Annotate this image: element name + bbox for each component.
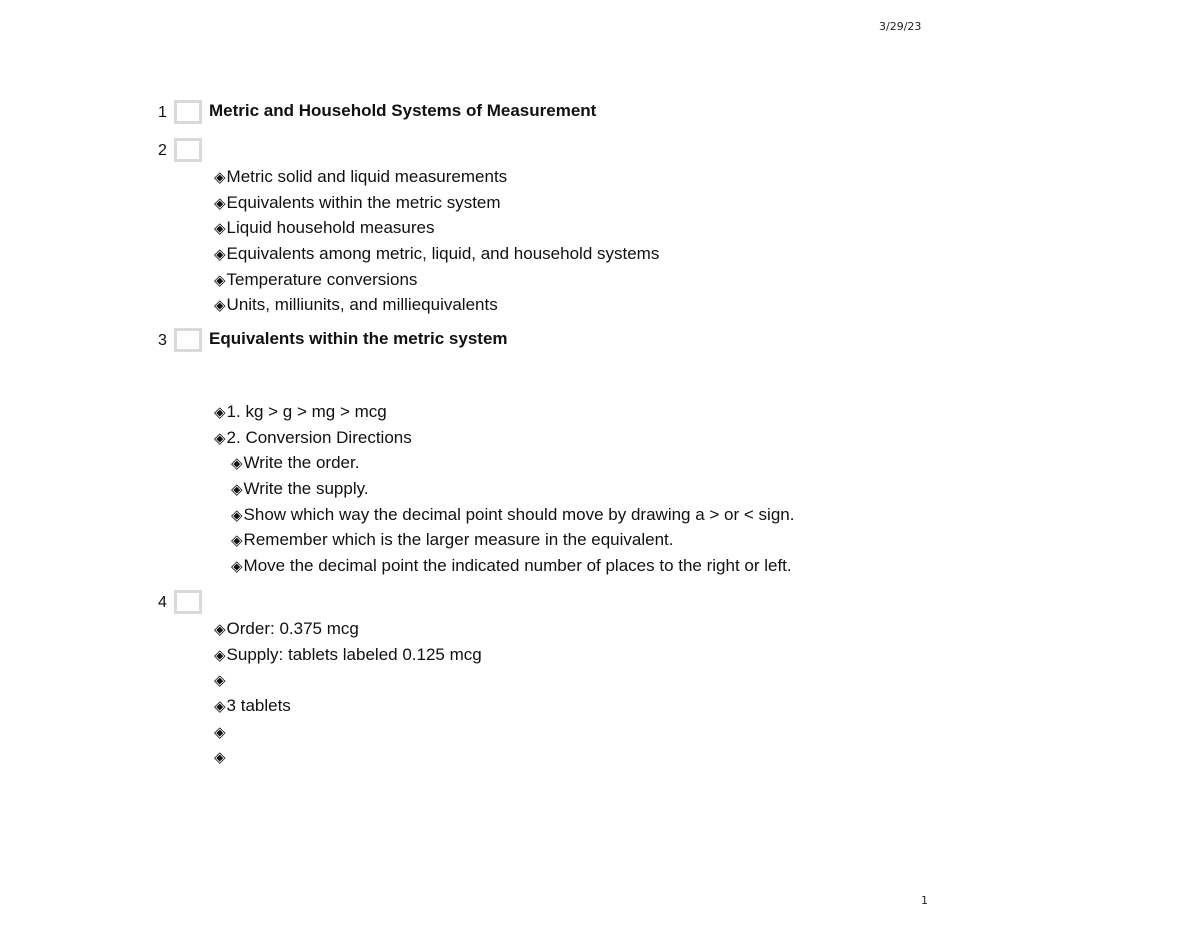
- slide-1-header: [158, 100, 958, 124]
- slide-3: [158, 328, 958, 576]
- list-item: ◈Order: 0.375 mcg: [214, 619, 359, 638]
- slide-4: [158, 590, 958, 767]
- slide-number: 3: [158, 332, 167, 349]
- diamond-bullet-icon: ◈: [214, 646, 226, 664]
- bullet-list: [214, 616, 482, 770]
- list-item: ◈Equivalents within the metric system: [214, 192, 501, 212]
- diamond-bullet-icon: ◈: [214, 429, 226, 447]
- slide-2-header: [158, 138, 958, 162]
- slide-thumbnail: [174, 138, 202, 162]
- diamond-bullet-icon: ◈: [214, 621, 226, 638]
- diamond-bullet-icon: ◈: [231, 506, 243, 524]
- list-item: ◈Metric solid and liquid measurements: [214, 167, 508, 186]
- slide-thumbnail: [174, 328, 202, 352]
- list-item: ◈Temperature conversions: [214, 269, 418, 289]
- bullet-list: [214, 399, 794, 579]
- slide-number: 1: [158, 104, 167, 121]
- slide-title: Metric and Household Systems of Measurement: [209, 101, 597, 120]
- diamond-bullet-icon: ◈: [231, 558, 243, 576]
- diamond-bullet-icon: ◈: [214, 672, 226, 690]
- diamond-bullet-icon: ◈: [214, 297, 226, 315]
- list-item: [214, 744, 482, 770]
- diamond-bullet-icon: ◈: [231, 532, 243, 550]
- slide-4-header: [158, 590, 958, 614]
- diamond-bullet-icon: ◈: [214, 723, 226, 741]
- diamond-bullet-icon: ◈: [214, 698, 226, 716]
- print-date: 3/29/23: [879, 20, 922, 33]
- diamond-bullet-icon: ◈: [214, 749, 226, 767]
- diamond-bullet-icon: ◈: [214, 271, 226, 289]
- page-number: 1: [921, 894, 928, 907]
- slide-thumbnail: [174, 100, 202, 124]
- diamond-bullet-icon: ◈: [214, 246, 226, 264]
- diamond-bullet-icon: ◈: [231, 481, 243, 499]
- sub-list-item: ◈Move the decimal point the indicated number of places to the right or left.: [231, 556, 792, 576]
- diamond-bullet-icon: ◈: [214, 404, 226, 421]
- list-item: [214, 667, 482, 693]
- bullet-list: [214, 164, 659, 318]
- sub-list-item: ◈Show which way the decimal point should move by drawing a > or < sign.: [231, 504, 795, 524]
- list-item: ◈Supply: tablets labeled 0.125 mcg: [214, 644, 482, 664]
- list-item: ◈3 tablets: [214, 696, 291, 716]
- slide-2: [158, 138, 958, 315]
- diamond-bullet-icon: ◈: [214, 194, 226, 212]
- list-item: ◈1. kg > g > mg > mcg: [214, 402, 387, 421]
- slide-title: Equivalents within the metric system: [209, 329, 508, 348]
- list-item: ◈Units, milliunits, and milliequivalents: [214, 295, 498, 315]
- sub-list-item: ◈Remember which is the larger measure in the equivalent.: [231, 530, 674, 550]
- sub-list-item: ◈Write the supply.: [231, 479, 369, 499]
- list-item: ◈Equivalents among metric, liquid, and household systems: [214, 244, 660, 264]
- sub-list-item: ◈Write the order.: [231, 453, 360, 473]
- list-item: [214, 719, 482, 745]
- diamond-bullet-icon: ◈: [214, 169, 226, 186]
- list-item: ◈Liquid household measures: [214, 218, 435, 238]
- list-item: ◈2. Conversion Directions: [214, 427, 412, 447]
- slide-1: [158, 100, 958, 124]
- diamond-bullet-icon: ◈: [231, 455, 243, 473]
- slide-number: 2: [158, 142, 167, 159]
- slide-number: 4: [158, 594, 167, 611]
- diamond-bullet-icon: ◈: [214, 220, 226, 238]
- slide-thumbnail: [174, 590, 202, 614]
- slide-3-header: [158, 328, 958, 352]
